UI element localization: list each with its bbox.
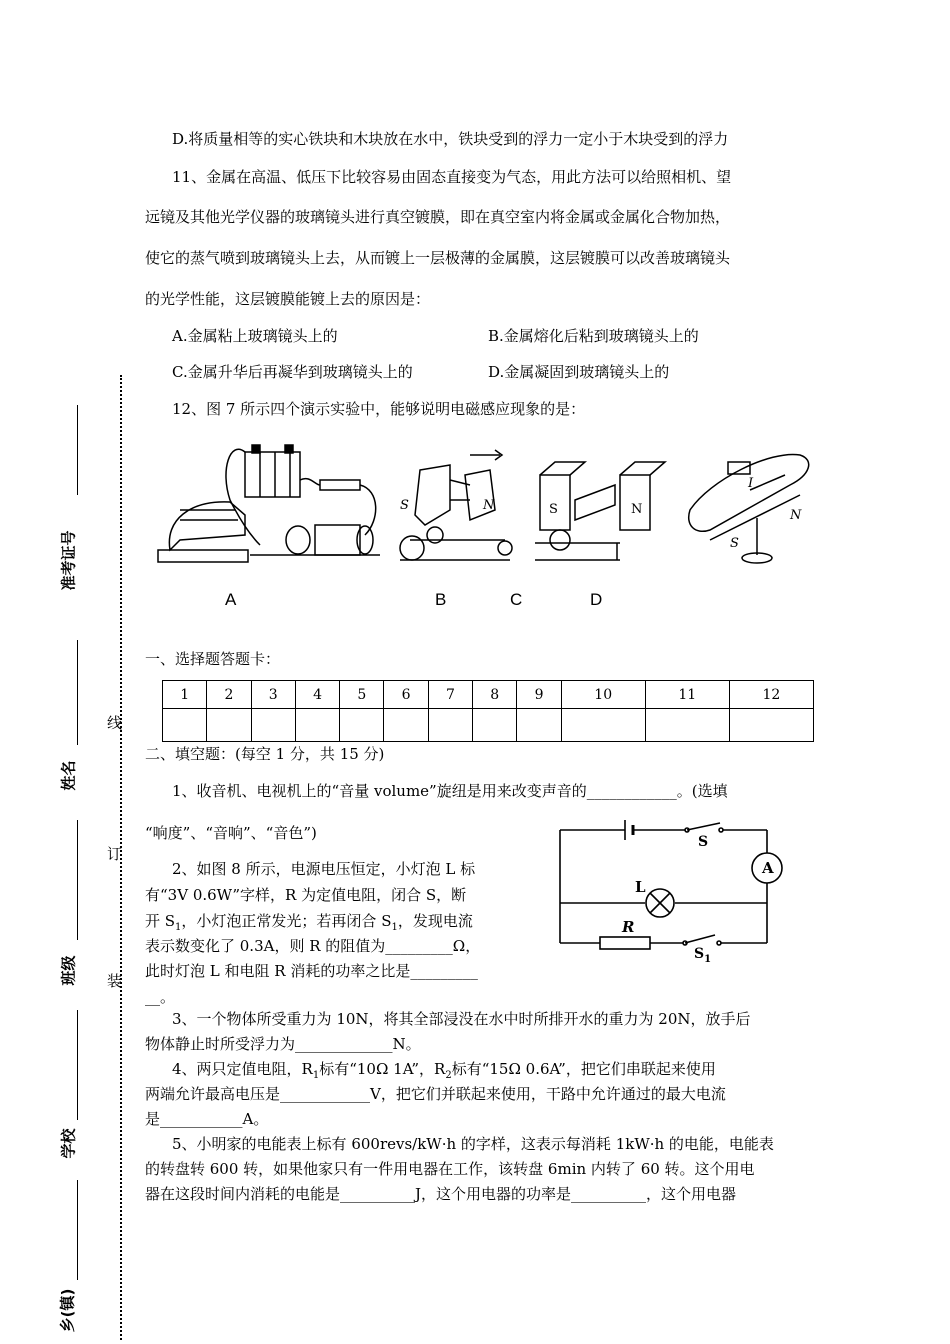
circuit-label-r: R: [622, 918, 635, 936]
answer-cell[interactable]: [517, 709, 561, 742]
binding-char-zhuang: 装: [107, 972, 123, 990]
fill4-text-1c: 标有“10Ω 1A”，R: [319, 1060, 446, 1078]
fill2-sub-1: 1: [175, 922, 182, 933]
answer-card-number: 1: [163, 681, 207, 709]
fill2-sub-2: 1: [391, 922, 398, 933]
answer-card-number: 9: [517, 681, 561, 709]
answer-cell[interactable]: [251, 709, 295, 742]
answer-card-number: 6: [384, 681, 428, 709]
answer-card-number: 3: [251, 681, 295, 709]
fill2-text-1: 2、如图 8 所示，电源电压恒定，小灯泡 L 标: [172, 860, 476, 878]
binding-char-ding: 订: [107, 845, 123, 863]
exam-number-line: [77, 405, 78, 495]
circuit-label-s1-sub: 1: [704, 953, 712, 965]
q10-option-d: D.将质量相等的实心铁块和木块放在水中，铁块受到的浮力一定小于木块受到的浮力: [172, 130, 729, 148]
fill5-text-2: 的转盘转 600 转，如果他家只有一件用电器在工作，该转盘 6min 内转了 60 转。这个用电: [145, 1160, 755, 1178]
answer-cell[interactable]: [428, 709, 472, 742]
town-line: [77, 1180, 78, 1280]
figure7-b-drawing: [400, 450, 512, 560]
answer-card-number: 12: [729, 681, 813, 709]
fill4-sub-1: 1: [312, 1070, 320, 1081]
q11-text-1: 11、金属在高温、低压下比较容易由固态直接变为气态，用此方法可以给照相机、望: [172, 168, 732, 186]
fill2-text-3e: ，发现电流: [397, 912, 473, 930]
circuit-label-s1: [694, 946, 711, 965]
fill5-text-3: 器在这段时间内消耗的电能是__________J，这个用电器的功率是__________，这个用电器: [145, 1185, 737, 1203]
figure7-b-pole-n: N: [483, 498, 495, 513]
fill3-text-2: 物体静止时所受浮力为_____________N。: [145, 1035, 421, 1053]
q11-option-a: A.金属粘上玻璃镜头上的: [172, 327, 338, 345]
answer-cell[interactable]: [645, 709, 729, 742]
town-label: 乡(镇): [58, 1288, 77, 1333]
class-line: [77, 820, 78, 940]
figure8-circuit: [555, 815, 790, 965]
circuit-label-s1-main: S: [694, 946, 705, 962]
q11-option-b: B.金属熔化后粘到玻璃镜头上的: [488, 327, 699, 345]
answer-cell[interactable]: [729, 709, 813, 742]
circuit-label-l: L: [635, 878, 646, 896]
fill1-text-1: 1、收音机、电视机上的“音量 volume”旋纽是用来改变声音的____________。(选填: [172, 782, 728, 800]
figure7-d-current-i: I: [748, 476, 754, 491]
answer-card-table: [162, 680, 814, 742]
figure7-label-d: D: [590, 590, 603, 609]
fill4-text-1a: 4、两只定值电阻，R: [172, 1060, 313, 1078]
fill4-text-1: [172, 1058, 716, 1081]
figure7-label-b: B: [435, 590, 447, 609]
q11-text-4: 的光学性能，这层镀膜能镀上去的原因是：: [145, 290, 431, 308]
fill2-text-3c: ，小灯泡正常发光；若再闭合 S: [181, 912, 392, 930]
q11-option-c: C.金属升华后再凝华到玻璃镜头上的: [172, 363, 413, 381]
answer-cell[interactable]: [295, 709, 339, 742]
figure7-label-a: A: [225, 590, 237, 609]
fill2-text-5: 此时灯泡 L 和电阻 R 消耗的功率之比是_________: [145, 962, 478, 980]
fill1-text-2: “响度”、“音响”、“音色”): [145, 824, 317, 842]
school-label: 学校: [59, 1128, 78, 1159]
answer-card-number: 7: [428, 681, 472, 709]
q12-text: 12、图 7 所示四个演示实验中，能够说明电磁感应现象的是：: [172, 400, 586, 418]
fill4-text-1e: 标有“15Ω 0.6A”，把它们串联起来使用: [451, 1060, 716, 1078]
fill2-text-3: [145, 910, 473, 933]
fill5-text-1: 5、小明家的电能表上标有 600revs/kW·h 的字样，这表示每消耗 1kW·h 的电能，电能表: [172, 1135, 774, 1153]
section2-title: 二、填空题：(每空 1 分，共 15 分): [145, 745, 385, 763]
figure7-c-pole-n: N: [631, 502, 643, 517]
answer-card-number: 11: [645, 681, 729, 709]
q11-text-3: 使它的蒸气喷到玻璃镜头上去，从而镀上一层极薄的金属膜，这层镀膜可以改善玻璃镜头: [145, 249, 731, 267]
school-line: [77, 1010, 78, 1120]
answer-cell[interactable]: [207, 709, 251, 742]
class-label: 班级: [59, 955, 78, 986]
q11-text-2: 远镜及其他光学仪器的玻璃镜头进行真空镀膜，即在真空室内将金属或金属化合物加热，: [145, 208, 731, 226]
fill4-text-3: 是___________A。: [145, 1110, 269, 1128]
name-line: [77, 640, 78, 745]
answer-card-number: 4: [295, 681, 339, 709]
answer-cell[interactable]: [561, 709, 645, 742]
answer-card-answer-row: [163, 709, 814, 742]
figure7-d-pole-s: S: [730, 536, 739, 551]
answer-card-number: 8: [473, 681, 517, 709]
fill3-text-1: 3、一个物体所受重力为 10N，将其全部浸没在水中时所排开水的重力为 20N，放手后: [172, 1010, 751, 1028]
answer-card-number-row: [163, 681, 814, 709]
fill2-text-4: 表示数变化了 0.3A，则 R 的阻值为_________Ω，: [145, 937, 481, 955]
fill2-text-6: __。: [145, 988, 176, 1006]
circuit-label-s: S: [698, 834, 709, 850]
fill4-text-2: 两端允许最高电压是____________V，把它们并联起来使用，干路中允许通过的最大电流: [145, 1085, 726, 1103]
fill2-text-2: 有“3V 0.6W”字样，R 为定值电阻，闭合 S，断: [145, 886, 467, 904]
binding-char-xian: 线: [107, 714, 123, 732]
answer-cell[interactable]: [163, 709, 207, 742]
answer-card-number: 10: [561, 681, 645, 709]
figure7-label-c: C: [510, 590, 523, 609]
exam-number-label: 准考证号: [59, 530, 78, 591]
answer-cell[interactable]: [473, 709, 517, 742]
circuit-label-ammeter: A: [762, 859, 774, 877]
fill2-text-3a: 开 S: [145, 912, 176, 930]
name-label: 姓名: [59, 760, 78, 791]
figure7-d-pole-n: N: [790, 508, 802, 523]
answer-cell[interactable]: [384, 709, 428, 742]
answer-card-number: 2: [207, 681, 251, 709]
section1-title: 一、选择题答题卡：: [145, 650, 281, 668]
answer-card-number: 5: [340, 681, 384, 709]
figure7-a-drawing: [158, 445, 380, 562]
q11-option-d: D.金属凝固到玻璃镜头上的: [488, 363, 670, 381]
figure7-c-pole-s: S: [549, 502, 558, 517]
figure7-b-pole-s: S: [400, 498, 409, 513]
answer-cell[interactable]: [340, 709, 384, 742]
fill4-sub-2: 2: [445, 1070, 452, 1081]
